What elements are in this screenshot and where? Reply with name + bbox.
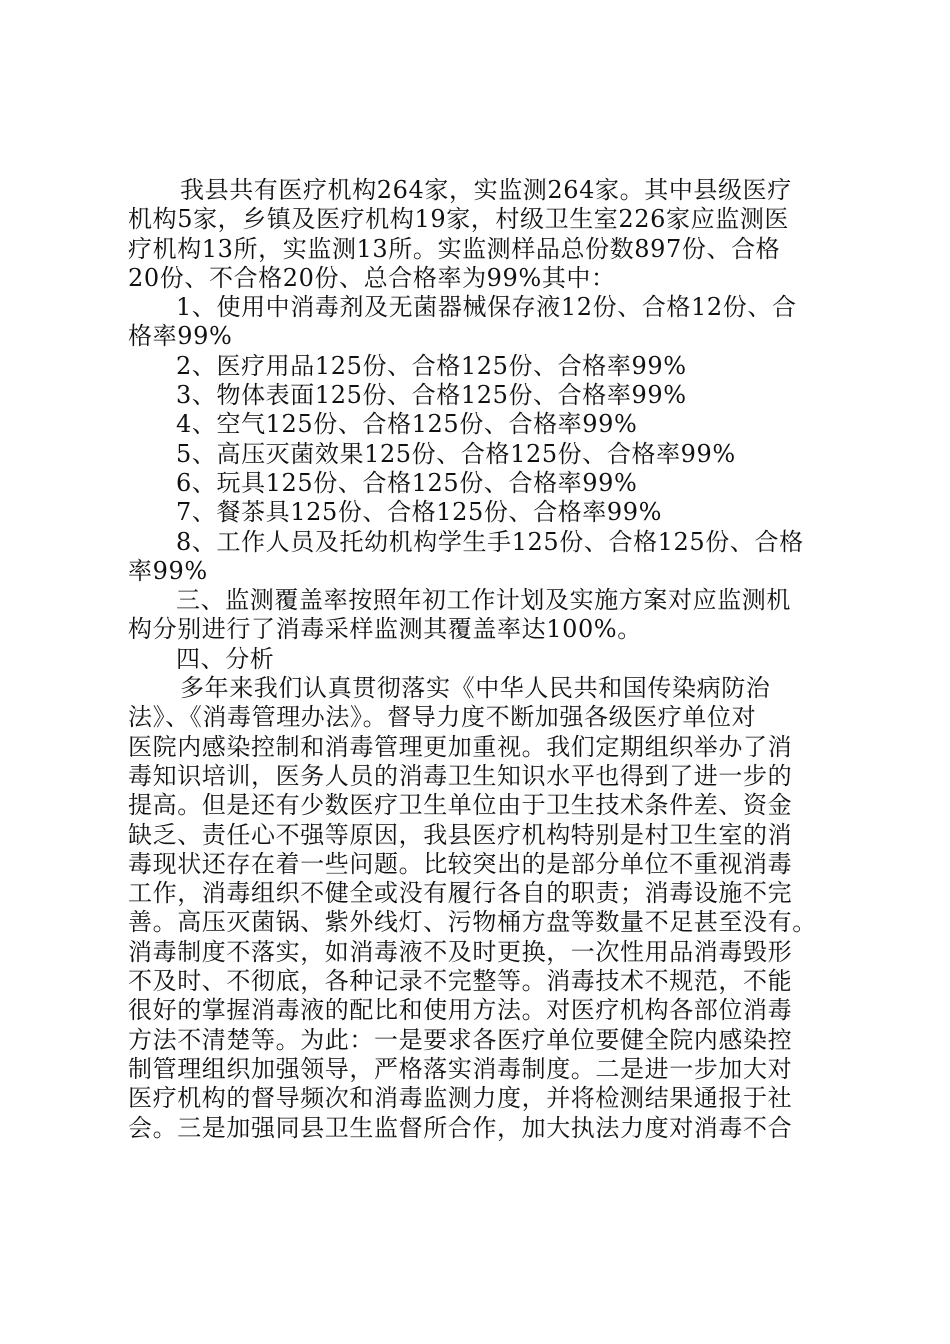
- list-item-2: 2、医疗用品125份、合格125份、合格率99%: [176, 351, 687, 380]
- text-line: 率99%: [128, 556, 208, 585]
- text-line: 医疗机构的督导频次和消毒监测力度，并将检测结果通报于社: [128, 1084, 793, 1113]
- text-line: 疗机构13所，实监测13所。实监测样品总份数897份、合格: [128, 234, 781, 263]
- text-line: 毒知识培训，医务人员的消毒卫生知识水平也得到了进一步的: [128, 761, 793, 790]
- text-line: 很好的掌握消毒液的配比和使用方法。对医疗机构各部位消毒: [128, 996, 793, 1025]
- text-line: 法》、《消毒管理办法》。督导力度不断加强各级医疗单位对: [128, 703, 757, 732]
- text-line: 我县共有医疗机构264家，实监测264家。其中县级医疗: [180, 176, 792, 204]
- list-item-7: 7、餐茶具125份、合格125份、合格率99%: [176, 498, 663, 527]
- list-item-4: 4、空气125份、合格125份、合格率99%: [176, 410, 638, 439]
- document-body: [128, 176, 838, 1143]
- text-line: 20份、不合格20份、总合格率为99%其中：: [128, 263, 616, 292]
- section-coverage: 三、监测覆盖率按照年初工作计划及实施方案对应监测机: [176, 586, 791, 615]
- text-line: 构分别进行了消毒采样监测其覆盖率达100%。: [128, 615, 642, 644]
- list-item-8: 8、工作人员及托幼机构学生手125份、合格125份、合格: [176, 527, 804, 556]
- text-line: 方法不清楚等。为此：一是要求各医疗单位要健全院内感染控: [128, 1025, 793, 1054]
- text-line: 格率99%: [128, 322, 233, 351]
- text-line: 提高。但是还有少数医疗卫生单位由于卫生技术条件差、资金: [128, 791, 793, 820]
- text-line: 医院内感染控制和消毒管理更加重视。我们定期组织举办了消: [128, 732, 793, 761]
- list-item-5: 5、高压灭菌效果125份、合格125份、合格率99%: [176, 439, 736, 468]
- text-line: 缺乏、责任心不强等原因，我县医疗机构特别是村卫生室的消: [128, 820, 793, 849]
- list-item-3: 3、物体表面125份、合格125份、合格率99%: [176, 381, 687, 410]
- text-line: 善。高压灭菌锅、紫外线灯、污物桶方盘等数量不足甚至没有。: [128, 908, 817, 937]
- text-line: 多年来我们认真贯彻落实《中华人民共和国传染病防治: [180, 674, 771, 703]
- text-line: 毒现状还存在着一些问题。比较突出的是部分单位不重视消毒: [128, 849, 793, 878]
- section-heading-analysis: 四、分析: [176, 644, 275, 673]
- text-line: 工作，消毒组织不健全或没有履行各自的职责；消毒设施不完: [128, 879, 793, 908]
- text-line: 不及时、不彻底，各种记录不完整等。消毒技术不规范，不能: [128, 967, 793, 996]
- text-line: 机构5家，乡镇及医疗机构19家，村级卫生室226家应监测医: [128, 205, 790, 234]
- text-line: 消毒制度不落实，如消毒液不及时更换，一次性用品消毒毁形: [128, 937, 793, 966]
- list-item-1: 1、使用中消毒剂及无菌器械保存液12份、合格12份、合: [176, 293, 797, 322]
- text-line: 会。三是加强同县卫生监督所合作，加大执法力度对消毒不合: [128, 1113, 793, 1142]
- text-line: 制管理组织加强领导，严格落实消毒制度。二是进一步加大对: [128, 1054, 793, 1083]
- list-item-6: 6、玩具125份、合格125份、合格率99%: [176, 468, 638, 497]
